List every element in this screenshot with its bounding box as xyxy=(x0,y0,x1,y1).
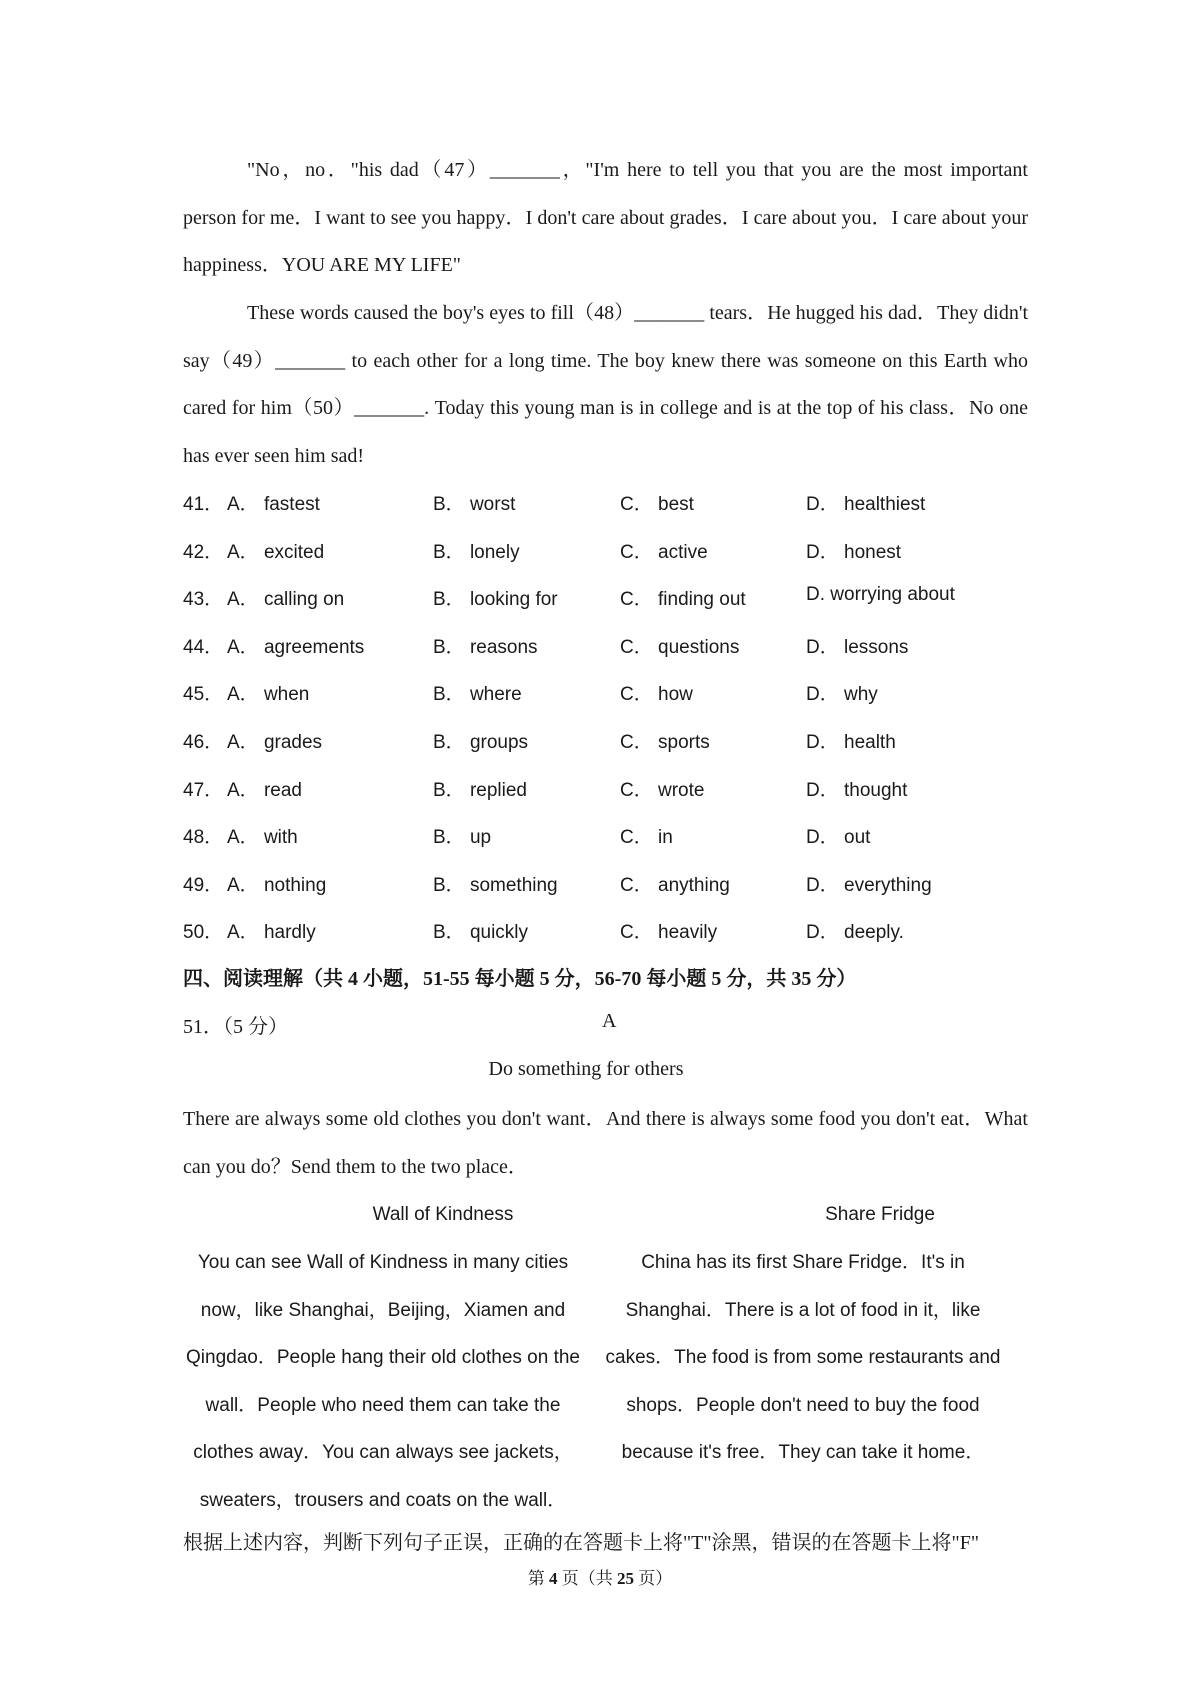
question-number: 47． xyxy=(183,779,224,801)
share-fridge-title: Share Fridge xyxy=(825,1204,935,1225)
option-c: C． anything xyxy=(620,874,730,896)
option-row xyxy=(183,584,1043,614)
question-number: 49． xyxy=(183,874,224,896)
option-a: A． read xyxy=(227,779,302,801)
option-b: B． quickly xyxy=(433,922,529,944)
footer-prefix: 第 xyxy=(527,1569,549,1588)
option-c: C． sports xyxy=(620,732,710,753)
option-b: B． where xyxy=(433,684,522,706)
option-d: D． healthiest xyxy=(806,494,926,515)
question-number: 46． xyxy=(183,732,224,753)
option-row xyxy=(183,917,1043,947)
wall-line: wall．People who need them can take the xyxy=(205,1394,561,1416)
option-row xyxy=(183,822,1043,852)
total-pages: 25 xyxy=(617,1569,634,1588)
option-b: B． something xyxy=(433,874,558,896)
option-b: B． lonely xyxy=(433,541,520,563)
instruction-text: 根据上述内容，判断下列句子正误，正确的在答题卡上将"T"涂黑，错误的在答题卡上将"F" xyxy=(183,1532,979,1554)
fridge-line: cakes．The food is from some restaurants and xyxy=(605,1347,1001,1368)
question-number: 48． xyxy=(183,827,224,849)
option-d: D． thought xyxy=(806,779,908,801)
part-letter: A xyxy=(602,1010,617,1032)
option-d: D． deeply. xyxy=(806,922,904,944)
page-number: 4 xyxy=(549,1569,558,1588)
option-row xyxy=(183,870,1043,900)
option-c: C． in xyxy=(620,827,673,849)
question-number: 50． xyxy=(183,922,224,944)
option-c: C． finding out xyxy=(620,589,746,611)
option-a: A． when xyxy=(227,684,310,706)
option-a: A． calling on xyxy=(227,589,345,611)
footer-suffix: 页） xyxy=(634,1569,673,1588)
option-d: D． lessons xyxy=(806,636,909,658)
option-d: D． everything xyxy=(806,874,932,896)
question-number: 42． xyxy=(183,541,224,563)
passage-title: Do something for others xyxy=(488,1058,684,1080)
question-51-label: 51．（5 分） xyxy=(183,1016,288,1038)
option-b: B． replied xyxy=(433,779,527,801)
footer-middle: 页（共 xyxy=(557,1569,617,1588)
option-c: C． questions xyxy=(620,636,740,658)
option-a: A． agreements xyxy=(227,636,365,658)
option-b: B． up xyxy=(433,827,492,849)
option-a: A． excited xyxy=(227,541,325,563)
wall-of-kindness-title: Wall of Kindness xyxy=(372,1204,514,1225)
option-c: C． best xyxy=(620,494,694,515)
section-heading: 四、阅读理解（共 4 小题，51-55 每小题 5 分，56-70 每小题 5 分，共 35 分） xyxy=(183,968,857,990)
option-row xyxy=(183,775,1043,805)
option-d: D． out xyxy=(806,827,871,849)
wall-line: now，like Shanghai，Beijing，Xiamen and xyxy=(200,1299,566,1321)
option-row xyxy=(183,632,1043,662)
option-a: A． hardly xyxy=(227,922,316,944)
fridge-line: China has its first Share Fridge．It's in xyxy=(641,1252,965,1273)
page-footer xyxy=(0,1564,1200,1589)
wall-of-kindness-text xyxy=(183,1239,583,1524)
option-c: C． heavily xyxy=(620,922,718,944)
option-c: C． wrote xyxy=(620,779,705,801)
option-b: B． looking for xyxy=(433,589,558,611)
wall-line: Qingdao．People hang their old clothes on the xyxy=(186,1347,580,1368)
option-d: D. worrying about xyxy=(806,584,955,606)
option-row xyxy=(183,727,1043,757)
option-a: A． with xyxy=(227,827,298,849)
question-number: 43． xyxy=(183,589,224,611)
wall-line: sweaters，trousers and coats on the wall． xyxy=(199,1489,567,1511)
option-c: C． active xyxy=(620,541,708,563)
option-row xyxy=(183,537,1043,567)
fridge-line: because it's free．They can take it home． xyxy=(621,1442,985,1463)
option-a: A． fastest xyxy=(227,494,320,515)
share-fridge-text xyxy=(603,1239,1003,1477)
wall-line: You can see Wall of Kindness in many cities xyxy=(197,1252,569,1273)
option-c: C． how xyxy=(620,684,693,706)
option-d: D． why xyxy=(806,684,878,706)
option-a: A． grades xyxy=(227,732,323,753)
option-d: D． honest xyxy=(806,541,902,563)
question-number: 41． xyxy=(183,494,224,515)
option-a: A． nothing xyxy=(227,874,327,896)
option-b: B． reasons xyxy=(433,636,538,658)
passage-paragraph-2: These words caused the boy's eyes to fill（48）_______ tears．He hugged his dad．They didn't say（49）_______ to each other for a long time. The boy knew there was someone on this Earth who cared for him（50）_______. Today this young man is in college and is at the top of his class．No one has ever seen him sad! xyxy=(183,302,1028,467)
option-b: B． worst xyxy=(433,494,516,515)
passage-paragraph-1: "No，no．"his dad（47）_______，"I'm here to tell you that you are the most important person for me．I want to see you happy．I don't care about grades．I care about you．I care about your happiness．YOU ARE MY LIFE" xyxy=(183,159,1028,276)
option-d: D． health xyxy=(806,732,896,753)
option-row xyxy=(183,489,1043,519)
passage-intro: There are always some old clothes you don't want．And there is always some food you don't eat．What can you do？Send them to the two place． xyxy=(183,1108,1028,1178)
fridge-line: shops．People don't need to buy the food xyxy=(626,1394,980,1416)
fridge-line: Shanghai．There is a lot of food in it，like xyxy=(625,1299,981,1321)
option-b: B． groups xyxy=(433,732,529,753)
question-number: 44． xyxy=(183,636,224,658)
option-row xyxy=(183,679,1043,709)
question-number: 45． xyxy=(183,684,224,706)
wall-line: clothes away．You can always see jackets， xyxy=(193,1442,573,1463)
